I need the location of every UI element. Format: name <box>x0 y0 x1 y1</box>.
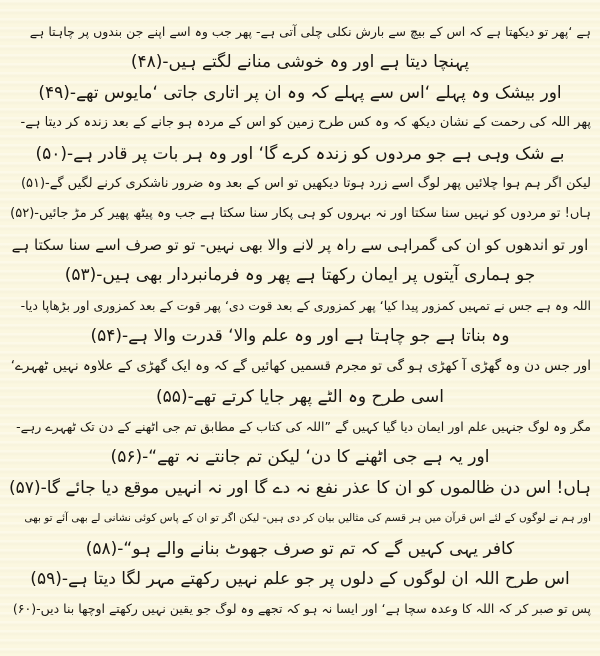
verse-line: اور بیشک وہ پہلے ‘اس سے پہلے کہ وہ ان پر اتاری جاتی ‘مایوس تھے-(۴۹) <box>38 82 562 103</box>
verse-line: ہے ‘پھر تو دیکھتا ہے کہ اس کے بیچ سے بارش نکلی چلی آتی ہے- پھر جب وہ اسے اپنے جن بندوں پر چاہتا ہے <box>29 24 591 39</box>
verse-line: اور تو اندھوں کو ان کی گمراہی سے راہ پر لانے والا بھی نہیں- تو تو صرف اسے سنا سکتا ہے <box>11 235 589 254</box>
verse-line: لیکن اگر ہم ہوا چلائیں پھر لوگ اسے زرد ہوتا دیکھیں تو اس کے بعد وہ ضرور ناشکری کرنے لگیں گے-(۵۱) <box>20 175 591 191</box>
verse-line: کافر یہی کہیں گے کہ تم تو صرف جھوٹ بنانے والے ہو“-(۵۸) <box>85 538 515 559</box>
verse-line: ہاں! اس دن ظالموں کو ان کا عذر نفع نہ دے گا اور نہ انہیں موقع دیا جائے گا-(۵۷) <box>9 477 591 498</box>
verse-line: اللہ وہ ہے جس نے تمہیں کمزور پیدا کیا‘ پھر کمزوری کے بعد قوت دی‘ پھر قوت کے بعد کمزوری اور بڑھاپا دیا- <box>20 297 591 313</box>
verse-line: ہاں! تو مردوں کو نہیں سنا سکتا اور نہ بہروں کو ہی پکار سنا سکتا ہے جب وہ پیٹھ پھیر کر مڑ جائیں-(۵۲) <box>10 206 591 222</box>
verse-line: اور جس دن وہ گھڑی آ کھڑی ہو گی تو مجرم قسمیں کھائیں گے کہ وہ ایک گھڑی کے علاوہ نہیں ٹھہرے‘ <box>10 358 591 375</box>
verse-line: اسی طرح وہ الٹے پھر جایا کرتے تھے-(۵۵) <box>156 386 444 407</box>
verse-text-block <box>9 17 591 625</box>
verse-line: پس تو صبر کر کہ اللہ کا وعدہ سچا ہے‘ اور ایسا نہ ہو کہ تجھے وہ لوگ جو یقین نہیں رکھتے اوچھا بنا دیں-(۶۰) <box>12 601 591 617</box>
verse-line: بے شک وہی ہے جو مردوں کو زندہ کرے گا‘ اور وہ ہر بات پر قادر ہے-(۵۰) <box>35 143 565 164</box>
verse-line: مگر وہ لوگ جنہیں علم اور ایمان دیا گیا کہیں گے ”اللہ کی کتاب کے مطابق تم جی اٹھنے کے دن تک ٹھہرے رہے- <box>16 419 591 435</box>
verse-line: اور یہ ہے جی اٹھنے کا دن‘ لیکن تم جانتے نہ تھے“-(۵۶) <box>110 447 490 468</box>
verse-line: وہ بناتا ہے جو چاہتا ہے اور وہ علم والا‘ قدرت والا ہے-(۵۴) <box>90 325 510 346</box>
verse-line: اس طرح اللہ ان لوگوں کے دلوں پر جو علم نہیں رکھتے مہر لگا دیتا ہے-(۵۹) <box>30 569 570 590</box>
verse-line: پہنچا دیتا ہے اور وہ خوشی منانے لگتے ہیں-(۴۸) <box>130 52 470 73</box>
verse-line: پھر اللہ کی رحمت کے نشان دیکھ کہ وہ کس طرح زمین کو اس کے مردہ ہو جانے کے بعد زندہ کر دیتا ہے- <box>20 115 591 131</box>
verse-line: اور ہم نے لوگوں کے لئے اس قرآن میں ہر قسم کی مثالیں بیان کر دی ہیں- لیکن اگر تو ان کے پاس کوئی نشانی لے بھی آئے تو بھی <box>24 512 591 525</box>
verse-line: جو ہماری آیتوں پر ایمان رکھتا ہے پھر وہ فرمانبردار بھی ہیں-(۵۳) <box>64 265 536 286</box>
